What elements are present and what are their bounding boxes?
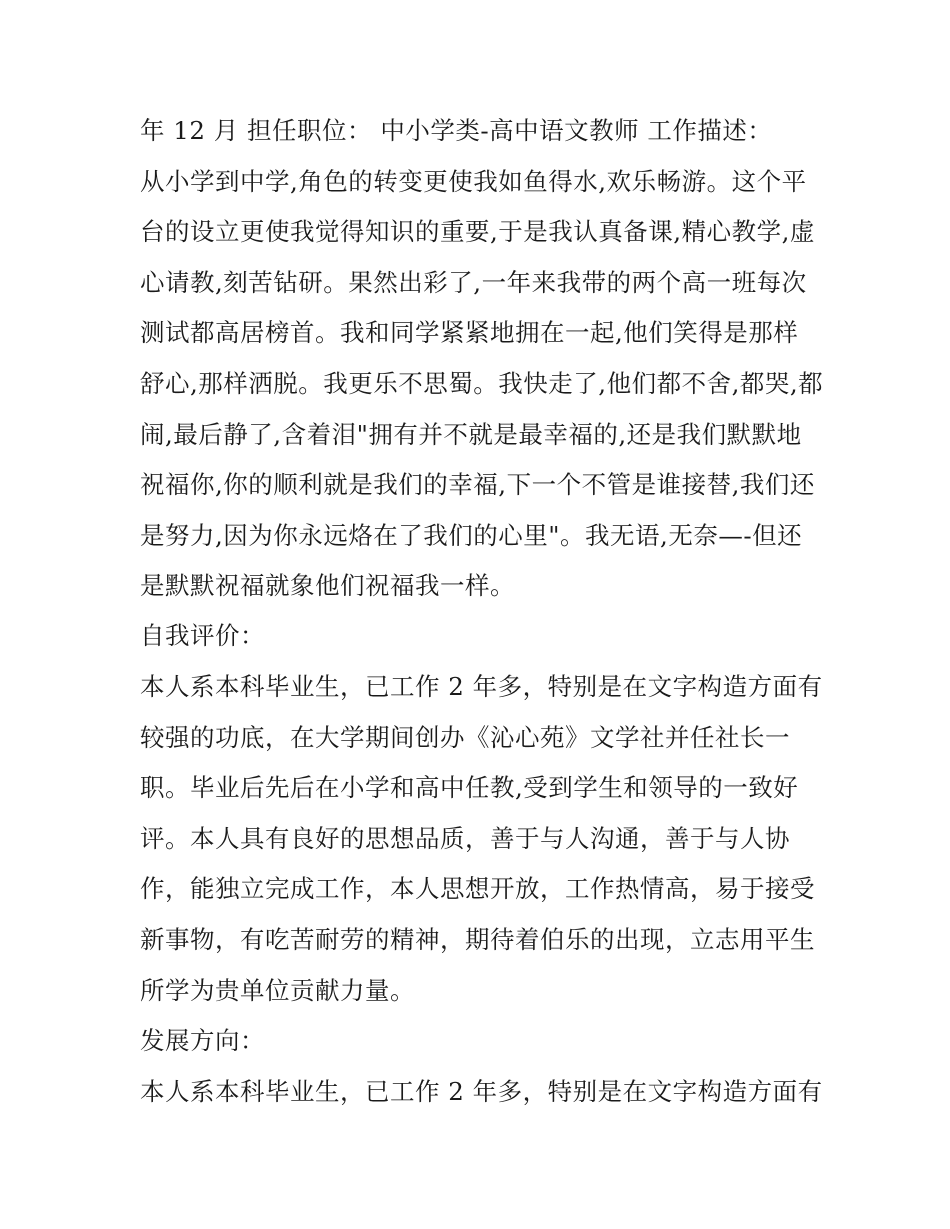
text-line-work-description: 台的设立更使我觉得知识的重要,于是我认真备课,精心教学,虚: [140, 217, 815, 246]
text-line-self-evaluation: 本人系本科毕业生，已工作 2 年多，特别是在文字构造方面有: [140, 672, 823, 701]
text-line-self-evaluation: 职。毕业后先后在小学和高中任教,受到学生和领导的一致好: [140, 773, 799, 802]
text-line-work-description: 测试都高居榜首。我和同学紧紧地拥在一起,他们笑得是那样: [140, 318, 799, 347]
text-line-self-evaluation: 新事物，有吃苦耐劳的精神，期待着伯乐的出现，立志用平生: [140, 925, 815, 954]
section-heading-development-direction: 发展方向：: [140, 1026, 265, 1055]
section-heading-self-evaluation: 自我评价：: [140, 621, 265, 650]
text-line-development-direction: 本人系本科毕业生，已工作 2 年多，特别是在文字构造方面有: [140, 1077, 823, 1106]
text-line-work-description: 祝福你,你的顺利就是我们的幸福,下一个不管是谁接替,我们还: [140, 470, 815, 499]
text-line-work-description: 心请教,刻苦钻研。果然出彩了,一年来我带的两个高一班每次: [140, 268, 807, 297]
text-line-work-description: 是努力,因为你永远烙在了我们的心里"。我无语,无奈—-但还: [140, 521, 803, 550]
text-line-work-description: 是默默祝福就象他们祝福我一样。: [140, 571, 515, 600]
text-line-self-evaluation: 较强的功底，在大学期间创办《沁心苑》文学社并任社长一: [140, 723, 790, 752]
text-line-work-description: 闹,最后静了,含着泪"拥有并不就是最幸福的,还是我们默默地: [140, 420, 802, 449]
text-line-self-evaluation: 评。本人具有良好的思想品质，善于与人沟通，善于与人协: [140, 824, 790, 853]
text-line-work-description: 从小学到中学,角色的转变更使我如鱼得水,欢乐畅游。这个平: [140, 167, 807, 196]
text-line-self-evaluation: 所学为贵单位贡献力量。: [140, 976, 415, 1005]
text-line-job-title: 年 12 月 担任职位： 中小学类-高中语文教师 工作描述：: [140, 116, 773, 145]
text-line-self-evaluation: 作，能独立完成工作，本人思想开放，工作热情高，易于接受: [140, 874, 815, 903]
text-line-work-description: 舒心,那样洒脱。我更乐不思蜀。我快走了,他们都不舍,都哭,都: [140, 369, 824, 398]
